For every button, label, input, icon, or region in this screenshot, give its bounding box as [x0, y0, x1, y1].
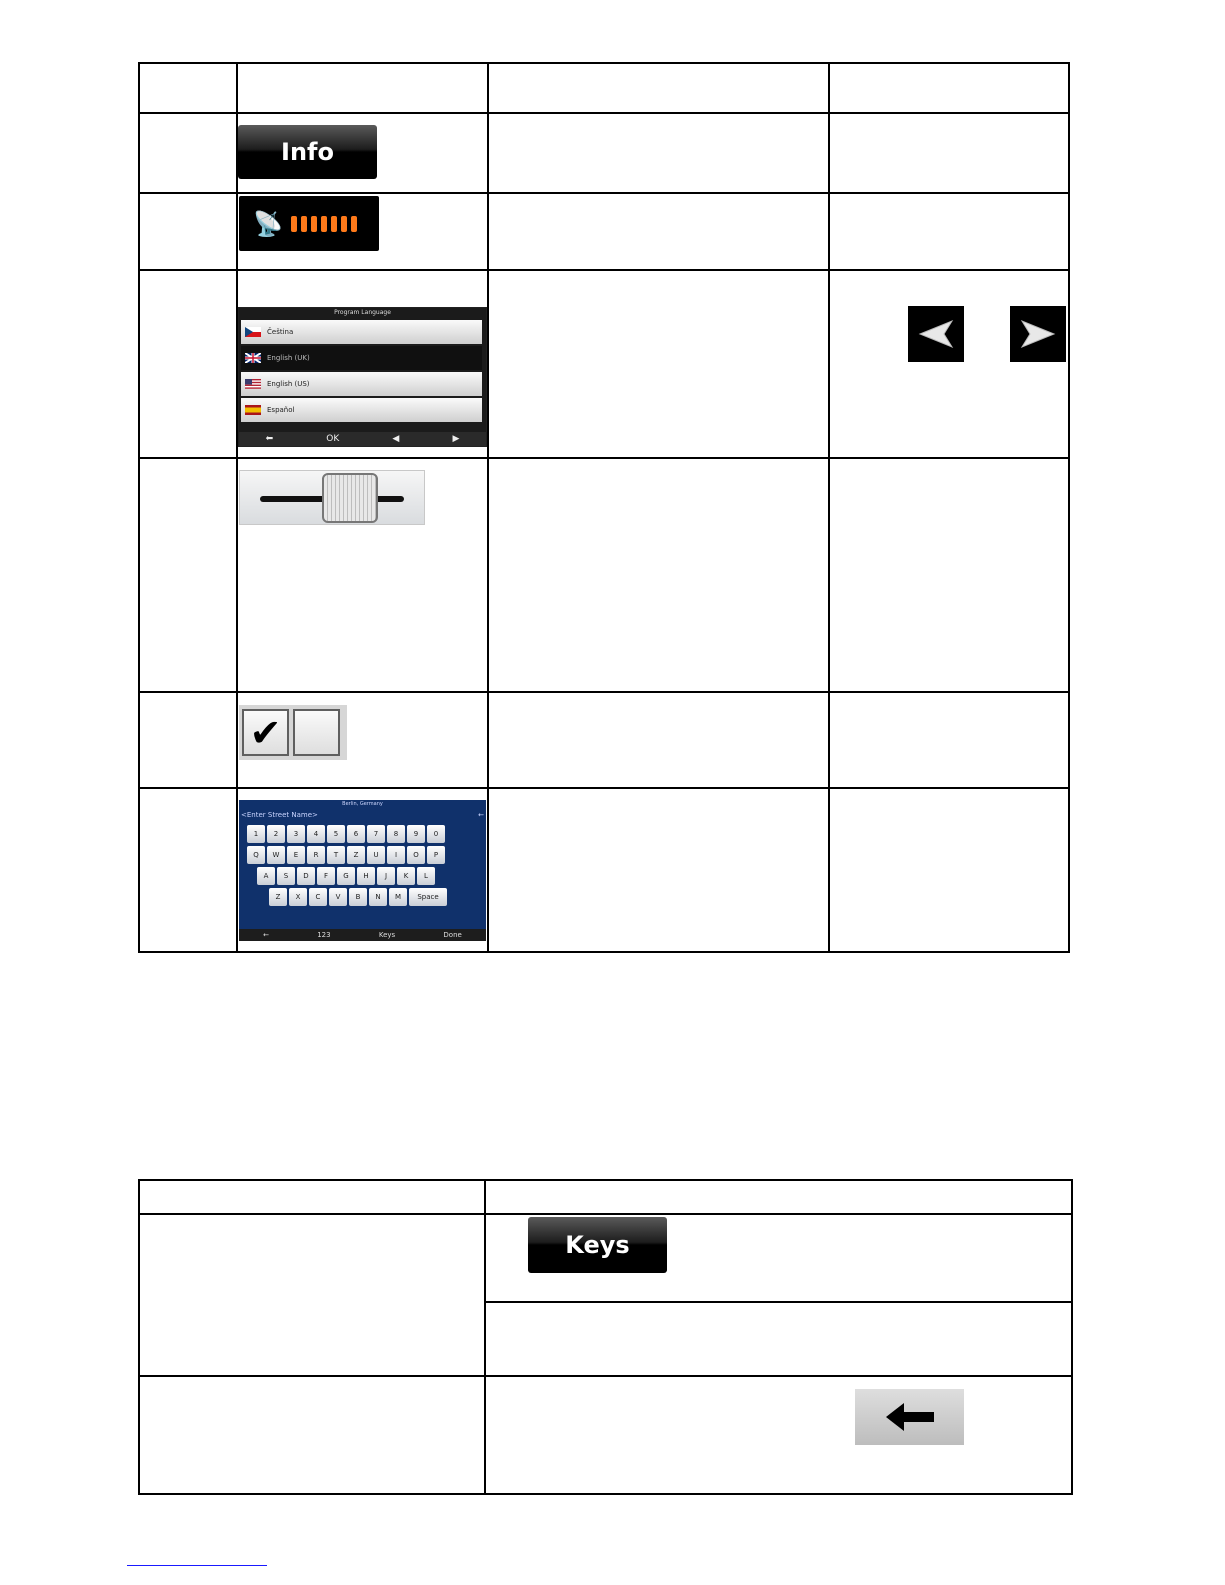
key[interactable]: 8: [387, 825, 405, 843]
keyboard-footer: [239, 929, 486, 941]
signal-segment: [291, 216, 297, 232]
previous-button[interactable]: [908, 306, 964, 362]
key[interactable]: B: [349, 888, 367, 906]
table-row-switch: [139, 692, 1069, 788]
key[interactable]: T: [327, 846, 345, 864]
key[interactable]: H: [357, 867, 375, 885]
list-item[interactable]: [241, 398, 482, 422]
list-item[interactable]: [241, 320, 482, 344]
list-item-label: Čeština: [267, 328, 294, 336]
ok-button[interactable]: OK: [326, 434, 340, 444]
key[interactable]: 3: [287, 825, 305, 843]
info-button[interactable]: [238, 125, 377, 179]
next-page-icon[interactable]: ▶: [452, 434, 460, 444]
table-row-keyboard: [139, 788, 1069, 952]
key[interactable]: D: [297, 867, 315, 885]
done-button[interactable]: Done: [443, 931, 462, 939]
key[interactable]: N: [369, 888, 387, 906]
signal-segment: [331, 216, 337, 232]
key[interactable]: G: [337, 867, 355, 885]
next-button[interactable]: [1010, 306, 1066, 362]
key[interactable]: 7: [367, 825, 385, 843]
slider-thumb[interactable]: [322, 473, 378, 523]
keyboard-title: Berlin, Germany: [342, 801, 383, 807]
key[interactable]: 0: [427, 825, 445, 843]
key[interactable]: Z: [347, 846, 365, 864]
keys-mode-button[interactable]: Keys: [378, 931, 396, 939]
table-row-switch-keys: [139, 1214, 1072, 1302]
us-flag-icon: [245, 379, 261, 389]
backspace-icon[interactable]: ←: [478, 811, 484, 819]
key[interactable]: 5: [327, 825, 345, 843]
signal-segment: [341, 216, 347, 232]
list-title: Program Language: [334, 309, 391, 316]
prev-page-icon[interactable]: ◀: [392, 434, 400, 444]
checkbox-unchecked[interactable]: [293, 709, 340, 756]
key[interactable]: J: [377, 867, 395, 885]
table-row-correct-entry: [139, 1376, 1072, 1494]
key[interactable]: 6: [347, 825, 365, 843]
key[interactable]: A: [257, 867, 275, 885]
checkbox-checked[interactable]: [242, 709, 289, 756]
key[interactable]: I: [387, 846, 405, 864]
key[interactable]: Z: [269, 888, 287, 906]
key[interactable]: R: [307, 846, 325, 864]
key[interactable]: 1: [247, 825, 265, 843]
gps-indicator[interactable]: [239, 196, 379, 251]
key[interactable]: M: [389, 888, 407, 906]
key[interactable]: P: [427, 846, 445, 864]
header-cell-example: [237, 63, 488, 113]
keyboard-row: [239, 867, 486, 885]
key[interactable]: S: [277, 867, 295, 885]
list-item-label: Español: [267, 406, 295, 414]
numeric-mode-button[interactable]: 123: [317, 931, 331, 939]
list-item-label: English (UK): [267, 354, 310, 362]
back-arrow-icon[interactable]: ←: [263, 931, 269, 939]
list-item-selected[interactable]: [241, 346, 482, 370]
header-cell-usage: [829, 63, 1069, 113]
cz-flag-icon: [245, 327, 261, 337]
table-header-row: [139, 1180, 1072, 1214]
list-item-label: English (US): [267, 380, 310, 388]
key[interactable]: L: [417, 867, 435, 885]
header-cell-task: [139, 1180, 485, 1214]
virtual-keyboard: [239, 800, 486, 941]
controls-table: [138, 62, 1070, 953]
keys-button-label: Keys: [565, 1231, 630, 1259]
table-header-row: [139, 63, 1069, 113]
key[interactable]: V: [329, 888, 347, 906]
header-cell-instruction: [485, 1180, 1072, 1214]
satellite-dish-icon: 📡: [253, 209, 283, 238]
key[interactable]: U: [367, 846, 385, 864]
key[interactable]: X: [289, 888, 307, 906]
signal-segment: [321, 216, 327, 232]
table-row-indicator: [139, 193, 1069, 270]
key[interactable]: 2: [267, 825, 285, 843]
keyboard-row: [239, 846, 486, 864]
backspace-button[interactable]: [855, 1389, 964, 1445]
header-cell-type: [139, 63, 237, 113]
street-input-placeholder: <Enter Street Name>: [241, 811, 318, 819]
signal-segment: [351, 216, 357, 232]
table-row-list: [139, 270, 1069, 458]
key[interactable]: K: [397, 867, 415, 885]
signal-segment: [301, 216, 307, 232]
signal-segment: [311, 216, 317, 232]
keyboard-actions-table: [138, 1179, 1073, 1495]
left-arrow-icon: [884, 1401, 936, 1433]
checkbox-group: [239, 705, 347, 760]
keyboard-row: [239, 825, 486, 843]
key[interactable]: 4: [307, 825, 325, 843]
info-button-label: Info: [281, 138, 334, 166]
header-cell-description: [488, 63, 829, 113]
right-arrow-icon: [1020, 319, 1056, 349]
left-arrow-icon: [918, 319, 954, 349]
table-row-slider: [139, 458, 1069, 692]
key[interactable]: E: [287, 846, 305, 864]
back-arrow-icon[interactable]: ⬅: [265, 434, 274, 444]
key[interactable]: O: [407, 846, 425, 864]
list-item[interactable]: [241, 372, 482, 396]
key[interactable]: C: [309, 888, 327, 906]
language-list: [238, 307, 487, 447]
key[interactable]: Q: [247, 846, 265, 864]
es-flag-icon: [245, 405, 261, 415]
key[interactable]: F: [317, 867, 335, 885]
keyboard-row: [239, 888, 486, 906]
checkmark-icon: ✔: [249, 710, 282, 755]
key[interactable]: 9: [407, 825, 425, 843]
list-footer: [239, 432, 486, 446]
keys-button[interactable]: [528, 1217, 667, 1273]
street-input[interactable]: [241, 808, 484, 822]
uk-flag-icon: [245, 353, 261, 363]
slider-control[interactable]: [239, 470, 425, 525]
key[interactable]: W: [267, 846, 285, 864]
space-key[interactable]: Space: [409, 888, 447, 906]
table-row-button: [139, 113, 1069, 193]
footnote-link-underline: [127, 1565, 267, 1566]
